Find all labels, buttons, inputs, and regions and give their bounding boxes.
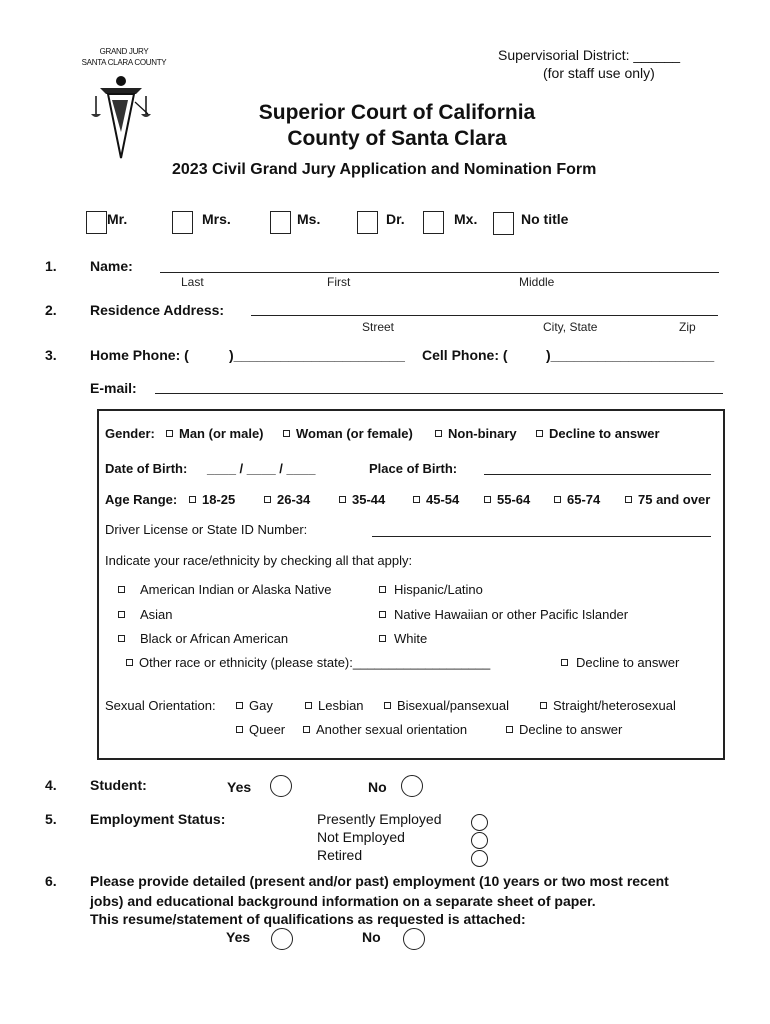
gender-label: Gender: bbox=[105, 426, 155, 441]
race-option-other[interactable]: Other race or ethnicity (please state):___________________ bbox=[126, 655, 490, 670]
q4-number: 4. bbox=[45, 777, 57, 793]
checkbox-icon bbox=[536, 430, 543, 437]
checkbox-icon bbox=[166, 430, 173, 437]
label-mx: Mx. bbox=[454, 211, 478, 227]
race-option-native-hawaiian[interactable]: Native Hawaiian or other Pacific Islander bbox=[379, 607, 628, 622]
cell-phone-label: Cell Phone: ( bbox=[422, 347, 508, 363]
label-mr: Mr. bbox=[107, 211, 128, 227]
address-sub-street: Street bbox=[362, 320, 395, 334]
age-range-label: Age Range: bbox=[105, 492, 178, 507]
employment-option-not-employed: Not Employed bbox=[317, 829, 405, 845]
checkbox-mr[interactable] bbox=[86, 211, 107, 234]
dob-label: Date of Birth: bbox=[105, 461, 188, 476]
checkbox-icon bbox=[305, 702, 312, 709]
checkbox-icon bbox=[561, 659, 568, 666]
gender-option-nonbinary[interactable]: Non-binary bbox=[435, 426, 517, 441]
checkbox-icon bbox=[384, 702, 391, 709]
address-label: Residence Address: bbox=[90, 302, 225, 318]
age-option-18-25[interactable]: 18-25 bbox=[189, 492, 235, 507]
checkbox-mx[interactable] bbox=[423, 211, 444, 234]
email-input-line[interactable] bbox=[155, 393, 723, 394]
student-no-radio[interactable] bbox=[401, 775, 423, 797]
race-option-hispanic[interactable]: Hispanic/Latino bbox=[379, 582, 483, 597]
race-prompt: Indicate your race/ethnicity by checking all that apply: bbox=[105, 553, 413, 568]
checkbox-icon bbox=[379, 611, 386, 618]
age-option-55-64[interactable]: 55-64 bbox=[484, 492, 530, 507]
employment-option-retired: Retired bbox=[317, 847, 363, 863]
district-label: Supervisorial District: ______ bbox=[498, 47, 681, 63]
cell-phone-field[interactable]: )_____________________ bbox=[546, 347, 715, 363]
so-option-straight[interactable]: Straight/heterosexual bbox=[540, 698, 676, 713]
checkbox-icon bbox=[303, 726, 310, 733]
name-input-line[interactable] bbox=[160, 272, 719, 273]
checkbox-icon bbox=[554, 496, 561, 503]
name-label: Name: bbox=[90, 258, 133, 274]
label-dr: Dr. bbox=[386, 211, 405, 227]
logo-line-2: SANTA CLARA COUNTY bbox=[81, 58, 167, 67]
employment-option-employed: Presently Employed bbox=[317, 811, 442, 827]
checkbox-mrs[interactable] bbox=[172, 211, 193, 234]
checkbox-icon bbox=[413, 496, 420, 503]
so-option-lesbian[interactable]: Lesbian bbox=[305, 698, 364, 713]
name-sub-middle: Middle bbox=[519, 275, 555, 289]
home-phone-field[interactable]: )______________________ bbox=[229, 347, 405, 363]
gender-option-woman[interactable]: Woman (or female) bbox=[283, 426, 413, 441]
checkbox-icon bbox=[264, 496, 271, 503]
checkbox-icon bbox=[236, 702, 243, 709]
so-option-gay[interactable]: Gay bbox=[236, 698, 273, 713]
gender-option-decline[interactable]: Decline to answer bbox=[536, 426, 660, 441]
race-option-black[interactable]: Black or African American bbox=[118, 631, 288, 646]
employed-radio[interactable] bbox=[471, 814, 488, 831]
checkbox-icon bbox=[189, 496, 196, 503]
home-phone-label: Home Phone: ( bbox=[90, 347, 189, 363]
q6-yes-radio[interactable] bbox=[271, 928, 293, 950]
age-option-65-74[interactable]: 65-74 bbox=[554, 492, 600, 507]
title-line-1: Superior Court of California bbox=[258, 101, 536, 124]
q6-no-radio[interactable] bbox=[403, 928, 425, 950]
q1-number: 1. bbox=[45, 258, 57, 274]
checkbox-icon bbox=[506, 726, 513, 733]
checkbox-icon bbox=[484, 496, 491, 503]
sexual-orientation-label: Sexual Orientation: bbox=[105, 698, 216, 713]
license-input-line[interactable] bbox=[372, 536, 711, 537]
q3-number: 3. bbox=[45, 347, 57, 363]
age-option-75-over[interactable]: 75 and over bbox=[625, 492, 710, 507]
checkbox-icon bbox=[379, 586, 386, 593]
q5-number: 5. bbox=[45, 811, 57, 827]
form-subtitle: 2023 Civil Grand Jury Application and Nomination Form bbox=[172, 161, 597, 178]
so-option-another[interactable]: Another sexual orientation bbox=[303, 722, 467, 737]
race-option-white[interactable]: White bbox=[379, 631, 427, 646]
student-yes-label: Yes bbox=[227, 779, 252, 795]
age-option-26-34[interactable]: 26-34 bbox=[264, 492, 310, 507]
checkbox-icon bbox=[118, 586, 125, 593]
justice-figure-logo bbox=[90, 72, 152, 160]
checkbox-icon bbox=[379, 635, 386, 642]
so-option-queer[interactable]: Queer bbox=[236, 722, 285, 737]
email-label: E-mail: bbox=[90, 380, 137, 396]
q6-yes-label: Yes bbox=[226, 929, 251, 945]
race-option-american-indian[interactable]: American Indian or Alaska Native bbox=[118, 582, 331, 597]
q6-text-line-1: Please provide detailed (present and/or past) employment (10 years or two most recent bbox=[90, 873, 669, 889]
address-sub-zip: Zip bbox=[679, 320, 696, 334]
q2-number: 2. bbox=[45, 302, 57, 318]
q6-text-line-3: This resume/statement of qualifications as requested is attached: bbox=[90, 911, 526, 927]
checkbox-no-title[interactable] bbox=[493, 212, 514, 235]
checkbox-icon bbox=[118, 611, 125, 618]
retired-radio[interactable] bbox=[471, 850, 488, 867]
title-line-2: County of Santa Clara bbox=[287, 127, 507, 150]
q6-no-label: No bbox=[362, 929, 381, 945]
checkbox-dr[interactable] bbox=[357, 211, 378, 234]
pob-input-line[interactable] bbox=[484, 474, 711, 475]
student-yes-radio[interactable] bbox=[270, 775, 292, 797]
checkbox-icon bbox=[236, 726, 243, 733]
gender-option-man[interactable]: Man (or male) bbox=[166, 426, 264, 441]
checkbox-icon bbox=[435, 430, 442, 437]
age-option-45-54[interactable]: 45-54 bbox=[413, 492, 459, 507]
so-option-bisexual[interactable]: Bisexual/pansexual bbox=[384, 698, 509, 713]
district-note: (for staff use only) bbox=[543, 65, 655, 81]
page-title bbox=[180, 100, 614, 152]
student-label: Student: bbox=[90, 777, 147, 793]
checkbox-icon bbox=[339, 496, 346, 503]
not-employed-radio[interactable] bbox=[471, 832, 488, 849]
logo-line-1: GRAND JURY bbox=[99, 47, 149, 56]
dob-field[interactable]: ____ / ____ / ____ bbox=[207, 461, 316, 476]
label-ms: Ms. bbox=[297, 211, 321, 227]
race-option-decline[interactable]: Decline to answer bbox=[561, 655, 679, 670]
checkbox-icon bbox=[126, 659, 133, 666]
pob-label: Place of Birth: bbox=[369, 461, 458, 476]
checkbox-icon bbox=[540, 702, 547, 709]
address-input-line[interactable] bbox=[251, 315, 718, 316]
race-option-asian[interactable]: Asian bbox=[118, 607, 173, 622]
q6-text-line-2: jobs) and educational background information on a separate sheet of paper. bbox=[90, 893, 596, 909]
age-option-35-44[interactable]: 35-44 bbox=[339, 492, 385, 507]
checkbox-ms[interactable] bbox=[270, 211, 291, 234]
name-sub-last: Last bbox=[181, 275, 204, 289]
address-sub-city: City, State bbox=[543, 320, 598, 334]
so-option-decline[interactable]: Decline to answer bbox=[506, 722, 622, 737]
license-label: Driver License or State ID Number: bbox=[105, 522, 308, 537]
logo-text bbox=[70, 46, 178, 68]
employment-label: Employment Status: bbox=[90, 811, 226, 827]
checkbox-icon bbox=[118, 635, 125, 642]
label-no-title: No title bbox=[521, 211, 569, 227]
checkbox-icon bbox=[625, 496, 632, 503]
q6-number: 6. bbox=[45, 873, 57, 889]
student-no-label: No bbox=[368, 779, 387, 795]
name-sub-first: First bbox=[327, 275, 351, 289]
checkbox-icon bbox=[283, 430, 290, 437]
label-mrs: Mrs. bbox=[202, 211, 231, 227]
